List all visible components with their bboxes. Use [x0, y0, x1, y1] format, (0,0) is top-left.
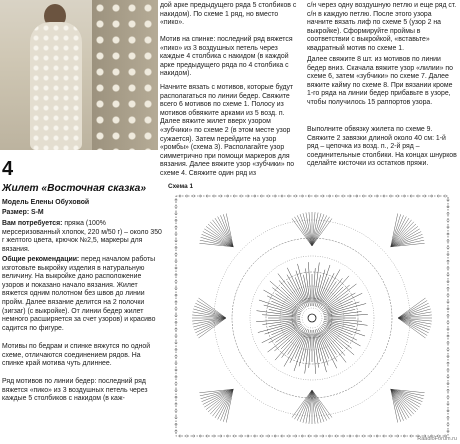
fan-stitch — [391, 389, 398, 422]
fan-stitch — [398, 306, 430, 318]
stitch-stroke — [327, 302, 359, 313]
fan-stitch — [312, 390, 332, 417]
fan-stitch — [215, 218, 233, 247]
stitch-stroke — [296, 271, 307, 303]
fan-stitch — [199, 298, 226, 318]
fan-stitch — [208, 224, 233, 247]
section-number: 4 — [2, 158, 14, 180]
fan-stitch — [391, 389, 416, 412]
col3-paragraph-3: Выполните обвязку жилета по схеме 9. Свяжите 2 завязки длиной около 40 см: 1-й ряд – цепочка из возд. п., 2-й ряд – соединительные столбики. На концах шнурков сделайте кисточки из остатков пряжи. — [307, 126, 457, 168]
stitch-stroke — [313, 334, 316, 374]
fan-stitch — [391, 214, 398, 247]
stitch-stroke — [322, 325, 352, 348]
fan-stitch — [312, 390, 324, 422]
stitch-stroke — [320, 326, 343, 349]
watermark: RaadioForum.ru — [417, 436, 457, 442]
col3-paragraph-1: с/н через одну воздушную петлю и еще ряд ст. с/н в каждую петлю. После этого узора начните вязать лиф по схеме 5 (узор 2 на выкройке). Сформируйте проймы в соответствии с выкройкой, «вставьте» квадратный мотив по схеме 1. — [307, 2, 457, 52]
stitch-stroke — [281, 326, 304, 349]
model-photo — [0, 0, 158, 150]
crochet-vest-figure — [30, 22, 82, 150]
stitch-stroke — [256, 319, 296, 322]
stitch-stroke — [270, 281, 300, 307]
fan-stitch — [312, 214, 324, 246]
stitch-stroke — [265, 323, 297, 334]
fan-stitch — [391, 218, 409, 247]
stitch-ring — [214, 220, 410, 416]
scheme-label: Схема 1 — [168, 183, 194, 190]
stitch-stroke — [319, 278, 342, 308]
fan-stitch — [398, 318, 430, 330]
stitch-stroke — [324, 329, 354, 355]
model-author: Модель Елены Обуховой — [2, 199, 90, 206]
size-line: Размер: S-M — [2, 209, 44, 216]
stitch-stroke — [320, 287, 343, 310]
pattern-title: Жилет «Восточная сказка» — [2, 183, 147, 194]
stitch-stroke — [275, 330, 301, 360]
stitch-stroke — [284, 328, 306, 366]
fan-stitch — [292, 390, 312, 417]
fan-stitch — [226, 214, 233, 247]
fan-stitch — [208, 389, 233, 412]
fan-stitch — [226, 389, 233, 422]
stitch-ring — [232, 238, 392, 398]
materials: Вам потребуется: пряжа (100% мерсеризованный хлопок, 220 м/50 г) – около 350 г желтого цвета, крючок №2,5, маркеры для вязания. — [2, 220, 162, 253]
fan-stitch — [199, 318, 226, 338]
fan-stitch — [292, 219, 312, 246]
fan-stitch — [398, 318, 425, 338]
col2-top: дой арке предыдущего ряда 5 столбиков с накидом). По схеме 1 ряд, но вместо «пико». — [160, 2, 297, 27]
fan-stitch — [391, 389, 409, 418]
center-ring — [308, 314, 316, 322]
col1-paragraph-1: Мотивы по бедрам и спинке вяжутся по одной схеме, отличаются соединением рядов. На спинке край мотива чуть длиннее. — [2, 343, 151, 368]
fan-stitch — [391, 224, 416, 247]
col1-paragraph-2: Ряд мотивов по линии бедер: последний ряд вяжется «пико» из 3 воздушных петель через каждые 5 столбиков с накидом (в каж- — [2, 378, 148, 403]
fan-stitch — [215, 389, 233, 418]
stitch-stroke — [308, 262, 311, 302]
crochet-scheme-diagram — [168, 190, 456, 442]
col2-paragraph-1: Мотив на спинке: последний ряд вяжется «пико» из 3 воздушных петель через каждые 4 столбика с накидом (в каждой арке предыдущего ряда по 4 столбика с накидом). — [160, 36, 293, 78]
fan-stitch — [300, 214, 312, 246]
fan-stitch — [300, 390, 312, 422]
stitch-stroke — [323, 276, 349, 306]
general-recommendations: Общие рекомендации: перед началом работы изготовьте выкройку изделия в натуральную величину. На выкройке дано расположение узоров и показано начало вязания. Жилет вяжется одним полотном без швов до линии пройм. Далее вязание делится на 2 полочки (зигзаг) (с выкройке). От линии бедер жилет немного расширяется за счет узоров) и красиво садится по фигуре. — [2, 256, 156, 332]
col3-paragraph-2: Далее свяжите 8 шт. из мотивов по линии бедер вниз. Скачала вяжите узор «лилии» по схеме 6, затем «зубчики» по схеме 7. Далее вяжите кайму по схеме 8. При вязании кроме 1-го ряда на линии бедер прибавьте в узоре, чтобы получилось 15 раппортов узора. — [307, 56, 453, 106]
lace-background — [92, 0, 158, 150]
fan-stitch — [194, 306, 226, 318]
stitch-stroke — [282, 328, 305, 358]
scheme-layer — [175, 195, 449, 437]
col2-paragraph-2: Начните вязать с мотивов, которые будут располагаться по линии бедер. Свяжите всего 6 мотивов по схеме 1. Полосу из мотивов обвяжите арками из 5 возд. п. Далее вяжите жилет вверх узором «зубчики» по схеме 2 (в этом месте узор сужается). Затем перейдите на узор «ромбы» (схема 3). Располагайте узор симметрично при помощи маркеров для вязания. Далее вяжите узор «зубчики» по схеме 4. Свяжите один ряд из — [160, 84, 295, 177]
stitch-stroke — [281, 287, 304, 310]
fan-stitch — [194, 318, 226, 330]
fan-stitch — [312, 219, 332, 246]
stitch-stroke — [272, 288, 302, 311]
stitch-ring — [302, 308, 322, 328]
fan-stitch — [398, 298, 425, 318]
stitch-stroke — [328, 314, 368, 317]
